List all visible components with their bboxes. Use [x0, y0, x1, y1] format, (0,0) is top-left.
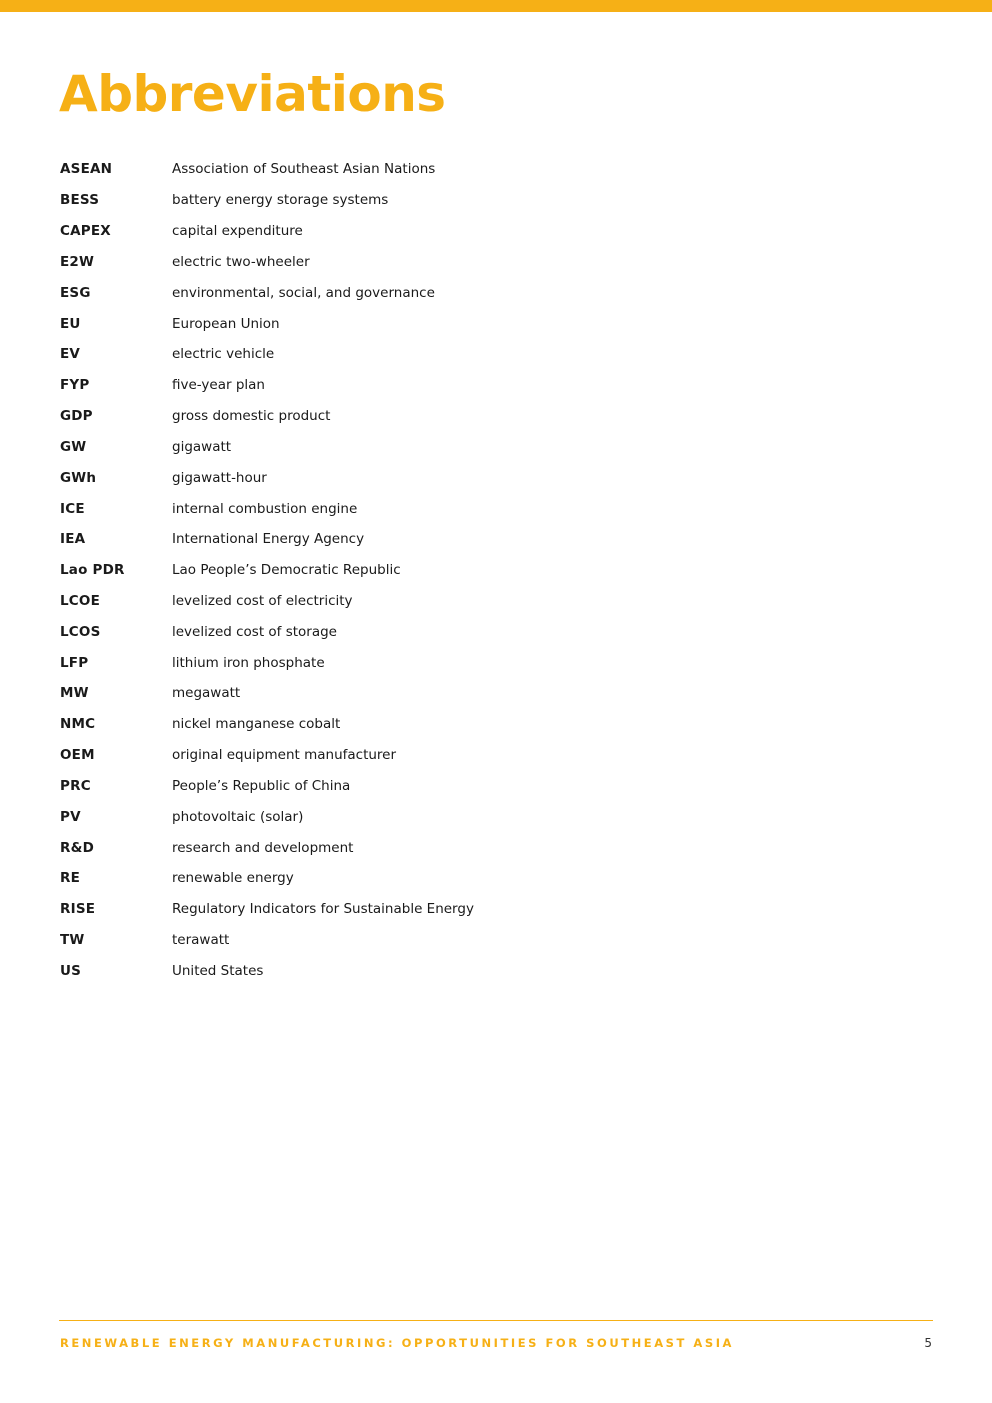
page-title: Abbreviations — [59, 65, 446, 123]
abbreviation-row — [60, 771, 760, 802]
abbreviation-row — [60, 308, 760, 339]
abbreviation-row — [60, 462, 760, 493]
abbreviation-definition: People’s Republic of China — [172, 777, 351, 794]
abbreviation-term: US — [60, 962, 82, 979]
abbreviation-definition: battery energy storage systems — [172, 192, 389, 209]
abbreviation-definition: environmental, social, and governance — [172, 284, 435, 301]
abbreviation-definition: internal combustion engine — [172, 500, 358, 517]
abbreviation-term: IEA — [60, 531, 86, 548]
abbreviation-row — [60, 586, 760, 617]
abbreviation-term: EU — [60, 315, 81, 332]
abbreviation-row — [60, 616, 760, 647]
abbreviation-term: ICE — [60, 500, 85, 517]
abbreviation-definition: levelized cost of electricity — [172, 593, 353, 609]
abbreviation-term: ASEAN — [60, 161, 113, 178]
abbreviation-row — [60, 370, 760, 401]
abbreviation-definition: capital expenditure — [172, 223, 303, 240]
abbreviation-definition: Association of Southeast Asian Nations — [172, 161, 436, 178]
abbreviation-row — [60, 493, 760, 524]
abbreviation-definition: gross domestic product — [172, 408, 331, 425]
footer-report-title: RENEWABLE ENERGY MANUFACTURING: OPPORTUNITIES FOR SOUTHEAST ASIA — [60, 1336, 734, 1350]
abbreviation-definition: lithium iron phosphate — [172, 654, 325, 671]
abbreviation-row — [60, 709, 760, 740]
abbreviation-term: PV — [60, 808, 81, 825]
abbreviation-definition: electric vehicle — [172, 346, 275, 363]
abbreviation-list — [60, 154, 760, 986]
abbreviation-term: Lao PDR — [60, 562, 125, 579]
abbreviation-definition: Regulatory Indicators for Sustainable Energy — [172, 901, 474, 918]
abbreviation-row — [60, 894, 760, 925]
abbreviation-definition: megawatt — [172, 685, 241, 702]
abbreviation-row — [60, 832, 760, 863]
abbreviation-row — [60, 740, 760, 771]
abbreviation-row — [60, 524, 760, 555]
abbreviation-row — [60, 246, 760, 277]
abbreviation-term: LCOS — [60, 623, 101, 640]
abbreviation-row — [60, 431, 760, 462]
top-accent-bar — [0, 0, 992, 12]
page-number: 5 — [924, 1336, 932, 1350]
abbreviation-row — [60, 401, 760, 432]
footer-divider — [59, 1320, 933, 1321]
abbreviation-term: GDP — [60, 408, 93, 425]
abbreviation-term: RE — [60, 870, 81, 887]
abbreviation-definition: electric two-wheeler — [172, 253, 310, 270]
abbreviation-row — [60, 863, 760, 894]
abbreviation-definition: nickel manganese cobalt — [172, 716, 341, 733]
abbreviation-row — [60, 154, 760, 185]
abbreviation-row — [60, 555, 760, 586]
abbreviation-row — [60, 678, 760, 709]
abbreviation-term: LCOE — [60, 593, 101, 609]
abbreviation-term: R&D — [60, 839, 94, 856]
abbreviation-term: MW — [60, 685, 89, 702]
abbreviation-term: EV — [60, 346, 81, 363]
abbreviation-row — [60, 925, 760, 956]
abbreviation-term: LFP — [60, 654, 89, 671]
abbreviation-row — [60, 216, 760, 247]
abbreviation-definition: five-year plan — [172, 377, 265, 394]
abbreviation-term: PRC — [60, 777, 91, 794]
abbreviation-term: CAPEX — [60, 223, 111, 240]
abbreviation-term: E2W — [60, 253, 95, 270]
abbreviation-definition: Lao People’s Democratic Republic — [172, 562, 401, 579]
abbreviation-definition: gigawatt — [172, 438, 232, 455]
abbreviation-definition: levelized cost of storage — [172, 623, 337, 640]
abbreviation-row — [60, 801, 760, 832]
abbreviation-definition: International Energy Agency — [172, 531, 365, 548]
abbreviation-definition: United States — [172, 962, 264, 979]
abbreviation-term: BESS — [60, 192, 100, 209]
abbreviation-definition: research and development — [172, 839, 354, 856]
abbreviation-term: TW — [60, 932, 85, 949]
abbreviation-term: NMC — [60, 716, 96, 733]
abbreviation-term: ESG — [60, 284, 91, 301]
abbreviation-term: GWh — [60, 469, 97, 486]
abbreviation-row — [60, 339, 760, 370]
abbreviation-definition: renewable energy — [172, 870, 294, 887]
abbreviation-row — [60, 647, 760, 678]
abbreviation-term: OEM — [60, 747, 95, 764]
abbreviation-row — [60, 956, 760, 987]
abbreviation-term: RISE — [60, 901, 96, 918]
abbreviation-definition: photovoltaic (solar) — [172, 808, 304, 825]
abbreviation-definition: terawatt — [172, 932, 230, 949]
abbreviation-row — [60, 185, 760, 216]
abbreviation-definition: European Union — [172, 315, 280, 332]
abbreviation-definition: gigawatt-hour — [172, 469, 267, 486]
abbreviation-term: FYP — [60, 377, 90, 394]
abbreviation-term: GW — [60, 438, 87, 455]
abbreviation-definition: original equipment manufacturer — [172, 747, 397, 764]
abbreviation-row — [60, 277, 760, 308]
